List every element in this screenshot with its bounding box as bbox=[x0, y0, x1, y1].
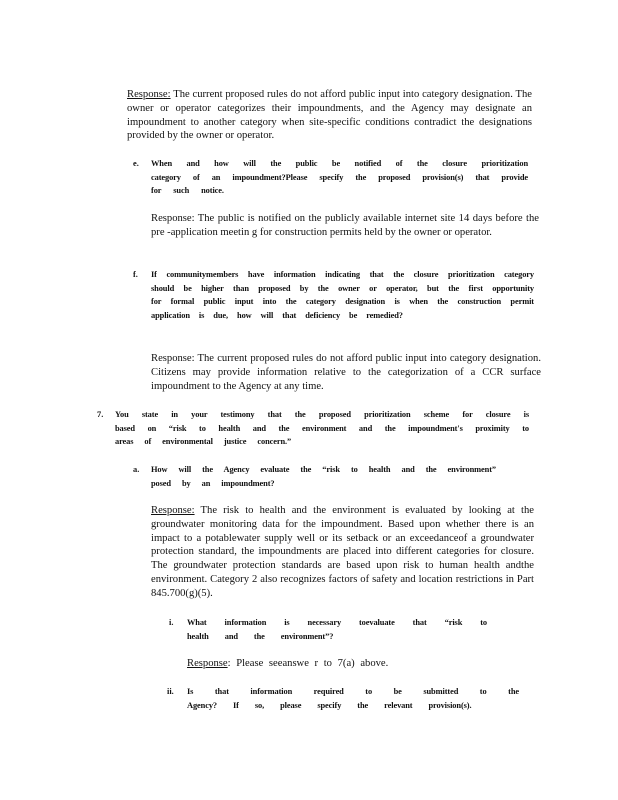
response-text: The current proposed rules do not afford public input into category designation. The owner or operator categorizes their impoundments, and the Agency may designate an impoundment to another category when site-specific conditions contradict the designations provided by the owner or operator. bbox=[127, 89, 532, 142]
item-marker-e: e. bbox=[133, 159, 139, 168]
response-label: Response: bbox=[151, 505, 195, 516]
response-i bbox=[187, 657, 447, 671]
response-e: Response: The public is notified on the publicly available internet site 14 days before the pre -application meetin g for construction permits held by the owner or operator. bbox=[151, 213, 539, 238]
question-e: When and how will the public be notified of the closure prioritization category of an impoundment?Please specify the proposed provision(s) that provide for such notice. bbox=[151, 159, 528, 196]
response-text: The risk to health and the environment is evaluated by looking at the groundwater monitoring data for the impoundment. Based upon whether there is an impact to a potablewater supply well or its setback or an exceedanceof a groundwater protection standard, the impoundments are placed into different categories for closure. The groundwater protection standards are based upon risk to human health andthe environment. Category 2 also recognizes factors of safety and location restrictions in Part 845.700(g)(5). bbox=[151, 505, 534, 599]
response-top bbox=[127, 88, 532, 143]
item-marker-ii: ii. bbox=[167, 687, 174, 696]
item-marker-f: f. bbox=[133, 270, 138, 279]
response-label: Response bbox=[187, 658, 228, 669]
question-i: What information is necessary toevaluate that “risk to health and the environment”? bbox=[187, 618, 487, 641]
response-f: Response: The current proposed rules do not afford public input into category designation. Citizens may provide information relative to the categorization of a CCR surface impoundment to the Agency at any time. bbox=[151, 353, 541, 392]
response-a bbox=[151, 504, 534, 601]
question-f: If communitymembers have information indicating that the closure prioritization category should be higher than proposed by the owner or operator, but the first opportunity for formal public input into the category designation is when the construction permit application is due, how will that deficiency be remedied? bbox=[151, 270, 534, 320]
question-ii: Is that information required to be submitted to the Agency? If so, please specify the relevant provision(s). bbox=[187, 687, 519, 710]
response-text: : Please seeanswe r to 7(a) above. bbox=[227, 658, 389, 669]
item-marker-i: i. bbox=[169, 618, 174, 627]
question-7: You state in your testimony that the proposed prioritization scheme for closure is based on “risk to health and the environment and the impoundment's proximity to areas of environmental justice concern.” bbox=[115, 410, 529, 447]
item-marker-a: a. bbox=[133, 465, 140, 474]
question-a: How will the Agency evaluate the “risk to health and the environment” posed by an impoundment? bbox=[151, 465, 496, 488]
item-marker-7: 7. bbox=[97, 410, 104, 419]
response-label: Response: bbox=[127, 89, 171, 100]
